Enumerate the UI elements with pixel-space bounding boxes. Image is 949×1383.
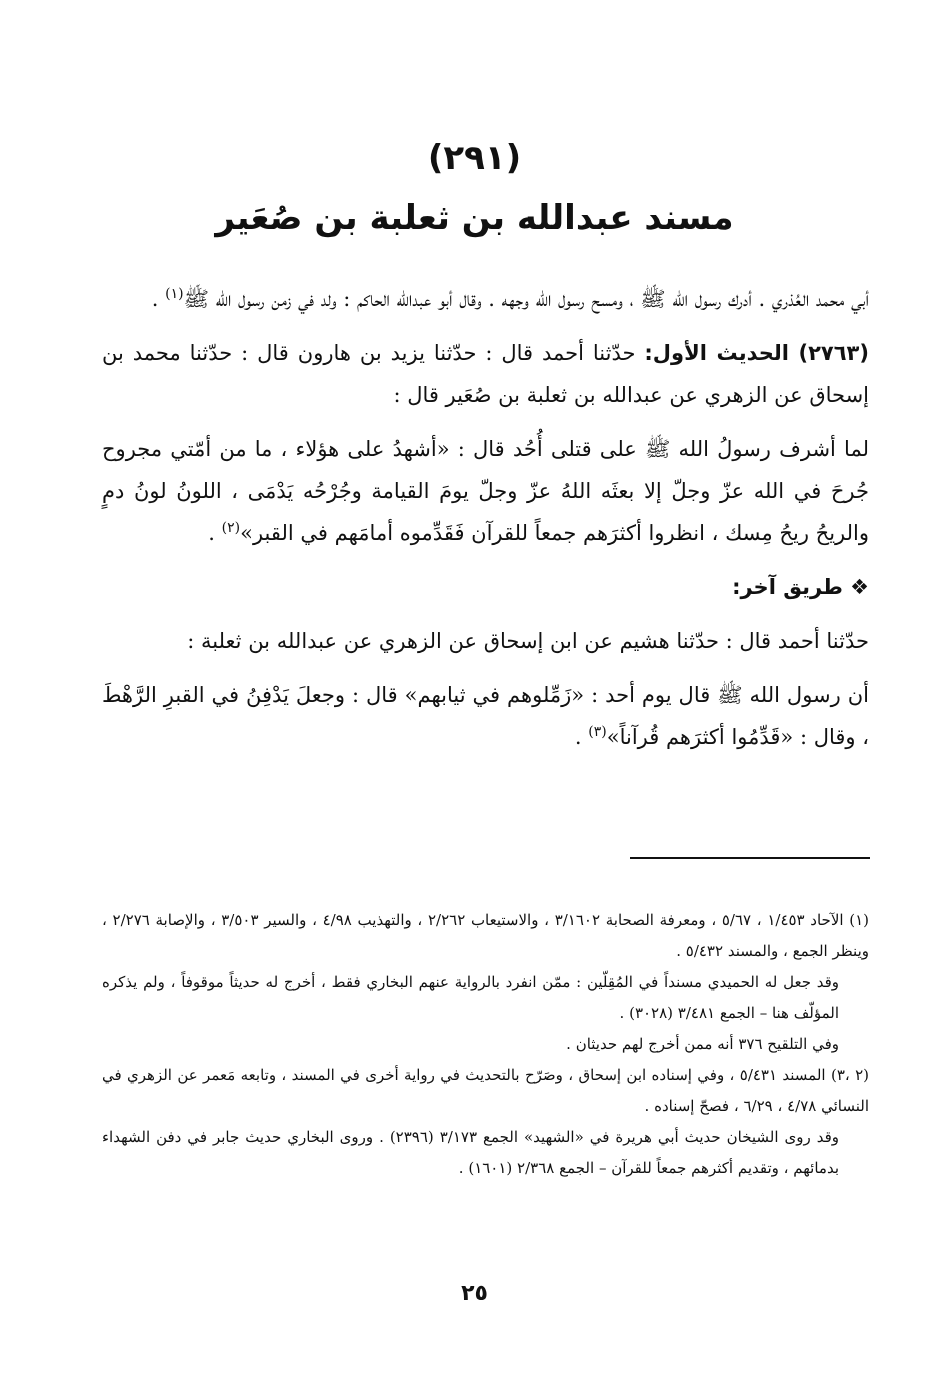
page-number: ٢٥ xyxy=(461,1281,488,1306)
footnote-ref-3: (٣) xyxy=(588,724,607,740)
tariq-text: أن رسول الله ﷺ قال يوم أحد : «زَمِّلوهم في ثيابهم» قال : وجعلَ يَدْفِنُ في القبرِ الرَّهْطَ ، وقال : «قَدِّمُوا أكثرَهم قُرآناً» xyxy=(102,683,869,749)
footnotes xyxy=(102,905,869,1184)
intro-end: . xyxy=(151,287,166,311)
hadith-isnad: حدّثنا أحمد قال : حدّثنا يزيد بن هارون قال : حدّثنا محمد بن إسحاق عن الزهري عن عبدالله بن ثعلبة بن صُعَير قال : xyxy=(102,341,869,407)
footnote-2-3b: وقد روى الشيخان حديث أبي هريرة في «الشهيد» الجمع ٣/١٧٣ (٢٣٩٦) . وروى البخاري حديث جابر في دفن الشهداء بدمائهم ، وتقديم أكثرهم جمعاً للقرآن – الجمع ٢/٣٦٨ (١٦٠١) . xyxy=(102,1128,839,1177)
footnote-1b: وقد جعل له الحميدي مسنداً في المُقِلّين : ممّن انفرد بالرواية عنهم البخاري فقط ، أخرج له حديثاً موقوفاً ، ولم يذكره المؤلّف هنا – الجمع ٣/٤٨١ (٣٠٢٨) . xyxy=(102,973,839,1022)
hadith-end: . xyxy=(208,521,222,545)
footnote-divider xyxy=(630,857,870,859)
hadith-label: (٢٧٦٣) الحديث الأول: xyxy=(644,341,869,365)
footnote-ref-2: (٢) xyxy=(221,520,241,536)
hadith-text-paragraph xyxy=(102,428,869,554)
hadith-isnad-paragraph xyxy=(102,332,869,416)
tariq-text-paragraph xyxy=(102,674,869,758)
tariq-isnad: حدّثنا أحمد قال : حدّثنا هشيم عن ابن إسحاق عن الزهري عن عبدالله بن ثعلبة : xyxy=(187,629,869,653)
footnote-ref-1: (١) xyxy=(165,286,184,302)
main-text xyxy=(102,278,869,770)
tariq-heading: ❖ طريق آخر: xyxy=(732,575,869,599)
footnote-2-3a: (٢ ،٣) المسند ٥/٤٣١ ، وفي إسناده ابن إسحاق ، وصَرّح بالتحديث في رواية أخرى في المسند ، وتابعه مَعمر عن الزهري في النسائي ٤/٧٨ ، ٦/٢٩ ، فصحّ إسناده . xyxy=(102,1066,869,1115)
hadith-text: لما أشرف رسولُ الله ﷺ على قتلى أُحُد قال : «أشهدُ على هؤلاء ، ما من أمّتي مجروح جُرحَ في الله عزّ وجلّ إلا بعثَه اللهُ عزّ وجلّ يومَ القيامة وجُرْحُه يَدْمَى ، اللونُ لونُ دمٍ والريحُ ريحُ مِسك ، انظروا أكثرَهم جمعاً للقرآن فَقَدِّموه أمامَهم في القبر» xyxy=(102,437,869,545)
page-title: مسند عبدالله بن ثعلبة بن صُعَير xyxy=(215,198,734,238)
intro-paragraph xyxy=(102,278,869,320)
footnote-1c: وفي التلقيح ٣٧٦ أنه ممن أخرج لهم حديثان . xyxy=(566,1035,839,1053)
footnote-1a: (١) الآحاد ١/٤٥٣ ، ٥/٦٧ ، ومعرفة الصحابة ٣/١٦٠٢ ، والاستيعاب ٢/٢٦٢ ، والتهذيب ٤/٩٨ ، والسير ٣/٥٠٣ ، والإصابة ٢/٢٧٦ ، وينظر الجمع ، والمسند ٥/٤٣٢ . xyxy=(102,911,870,960)
intro-text: أبي محمد العُذري . أدرك رسول الله ﷺ ، ومسح رسول الله وجهه . وقال أبو عبدالله الحاكم : ولد في زمن رسول الله ﷺ xyxy=(183,287,869,311)
section-number: (٢٩١) xyxy=(427,138,522,178)
tariq-end: . xyxy=(574,725,589,749)
